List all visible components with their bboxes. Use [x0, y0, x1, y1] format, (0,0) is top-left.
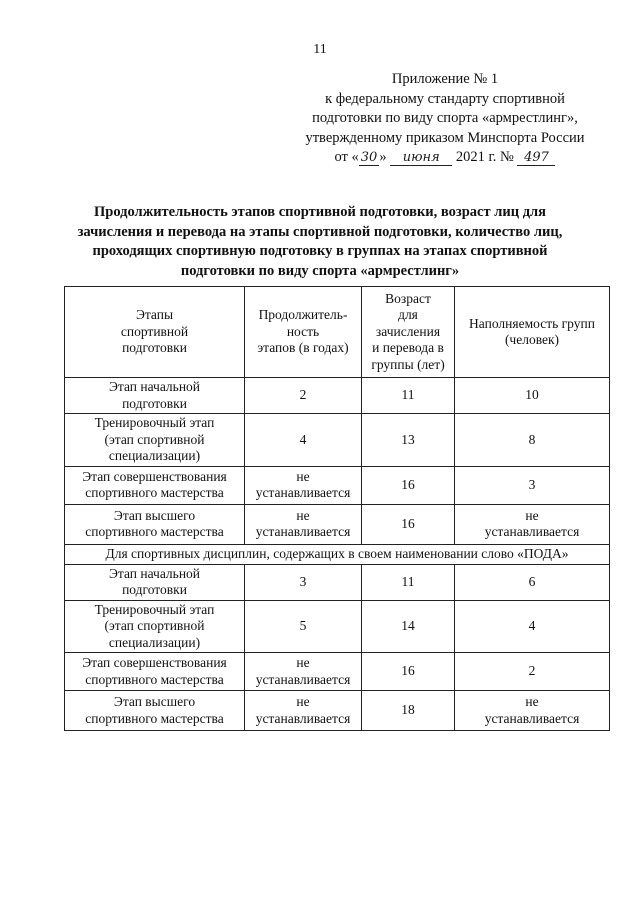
cell-duration: не устанавливается — [245, 691, 362, 731]
cell-age: 11 — [362, 564, 455, 600]
cell-age: 18 — [362, 691, 455, 731]
table-row — [65, 564, 610, 600]
appendix-line1: Приложение № 1 — [391, 71, 499, 87]
cell-duration: не устанавливается — [245, 653, 362, 691]
table-span-row — [65, 544, 610, 564]
cell-duration: 2 — [245, 378, 362, 414]
appendix-line2: к федеральному стандарту спортивной — [325, 90, 565, 107]
appendix-date-line — [300, 148, 590, 168]
cell-stage: Этап высшего спортивного мастерства — [65, 691, 245, 731]
cell-stage: Этап начальной подготовки — [65, 564, 245, 600]
page-number: 11 — [313, 42, 327, 57]
date-month: июня — [390, 151, 452, 166]
cell-age: 16 — [362, 653, 455, 691]
stages-table — [64, 286, 610, 731]
table-row — [65, 466, 610, 504]
cell-size: 4 — [455, 600, 610, 653]
cell-duration: не устанавливается — [245, 504, 362, 544]
cell-duration: 3 — [245, 564, 362, 600]
header-stages: Этапы спортивной подготовки — [65, 287, 245, 378]
cell-stage: Тренировочный этап (этап спортивной специализации) — [65, 414, 245, 467]
cell-duration: 5 — [245, 600, 362, 653]
appendix-line3: подготовки по виду спорта «армрестлинг», — [312, 110, 578, 126]
cell-age: 14 — [362, 600, 455, 653]
cell-stage: Этап высшего спортивного мастерства — [65, 504, 245, 544]
cell-stage: Тренировочный этап (этап спортивной специализации) — [65, 600, 245, 653]
poda-disciplines-note: Для спортивных дисциплин, содержащих в своем наименовании слово «ПОДА» — [65, 544, 610, 564]
header-duration: Продолжитель- ность этапов (в годах) — [245, 287, 362, 378]
cell-size: 6 — [455, 564, 610, 600]
cell-age: 11 — [362, 378, 455, 414]
cell-size: не устанавливается — [455, 691, 610, 731]
table-header-row — [65, 287, 610, 378]
table-row — [65, 504, 610, 544]
cell-size: 10 — [455, 378, 610, 414]
header-group-size: Наполняемость групп (человек) — [455, 287, 610, 378]
appendix-block — [300, 70, 590, 168]
cell-duration: не устанавливается — [245, 466, 362, 504]
cell-size: 3 — [455, 466, 610, 504]
appendix-line4: утвержденному приказом Минспорта России — [305, 129, 585, 146]
cell-size: 8 — [455, 414, 610, 467]
cell-age: 13 — [362, 414, 455, 467]
header-age: Возраст для зачисления и перевода в группы (лет) — [362, 287, 455, 378]
table-row — [65, 691, 610, 731]
cell-stage: Этап совершенствования спортивного мастерства — [65, 653, 245, 691]
date-prefix: от « — [334, 149, 359, 165]
cell-size: не устанавливается — [455, 504, 610, 544]
table-row — [65, 653, 610, 691]
document-title: Продолжительность этапов спортивной подготовки, возраст лиц для зачисления и перевода на этапы спортивной подготовки, количество лиц, проходящих спортивную подготовку в группах на этапах спортивной подготовки по виду спорта «армрестлинг» — [77, 204, 563, 279]
date-day: 30 — [360, 150, 378, 165]
cell-age: 16 — [362, 466, 455, 504]
date-year: 2021 г. № — [455, 149, 514, 165]
table-row — [65, 414, 610, 467]
cell-duration: 4 — [245, 414, 362, 467]
cell-size: 2 — [455, 653, 610, 691]
order-number: 497 — [517, 151, 555, 166]
cell-stage: Этап начальной подготовки — [65, 378, 245, 414]
table-row — [65, 378, 610, 414]
cell-age: 16 — [362, 504, 455, 544]
date-mid: » — [379, 149, 387, 165]
cell-stage: Этап совершенствования спортивного мастерства — [65, 466, 245, 504]
table-row — [65, 600, 610, 653]
